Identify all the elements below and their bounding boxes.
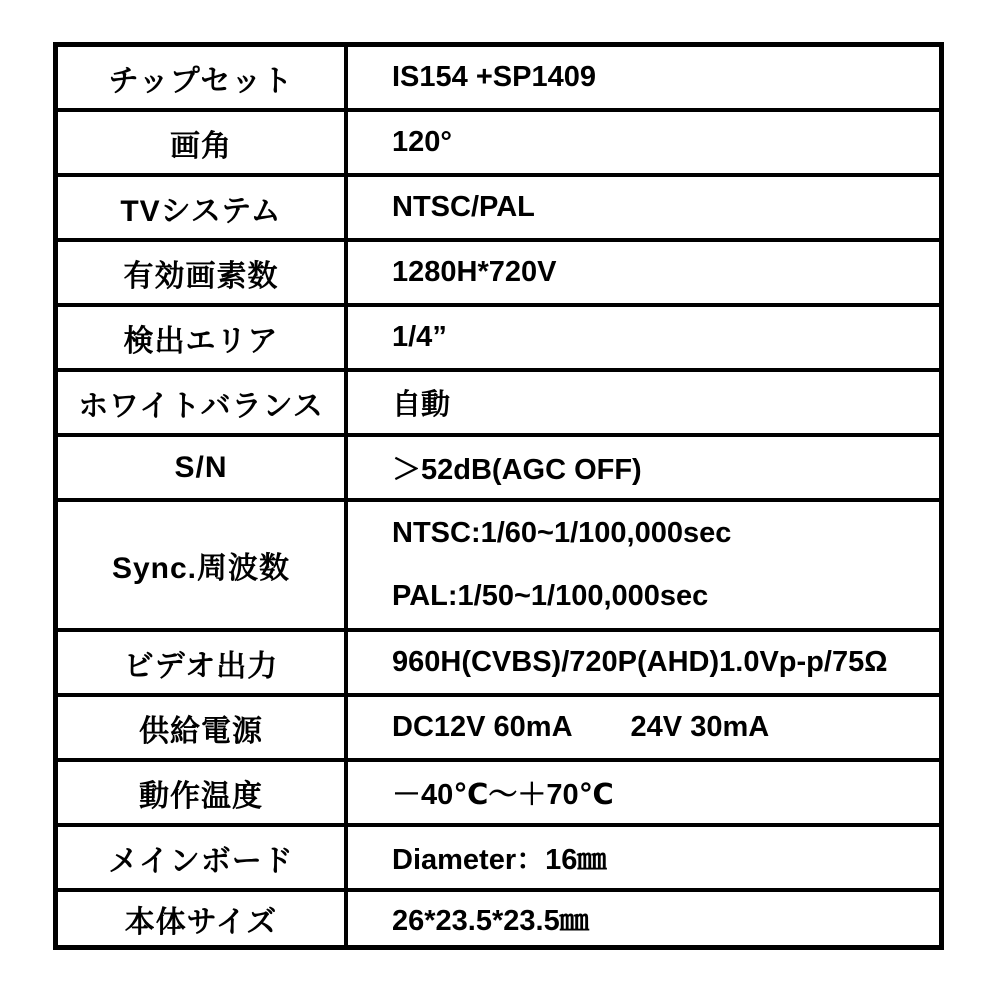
spec-label: TVシステム (58, 177, 348, 238)
spec-value: 1/4” (392, 321, 447, 353)
spec-value (348, 502, 939, 628)
spec-value-part-12v: DC12V 60mA (392, 711, 573, 743)
table-row-white-balance (58, 372, 939, 437)
spec-value: 26*23.5*23.5㎜ (392, 905, 589, 937)
spec-label: メインボード (58, 827, 348, 888)
spec-value: 120° (392, 126, 452, 158)
table-row-view-angle (58, 112, 939, 177)
spec-label: 検出エリア (58, 307, 348, 368)
spec-value: 1280H*720V (392, 256, 557, 288)
table-row-operating-temperature (58, 762, 939, 827)
spec-value: NTSC/PAL (392, 191, 535, 223)
spec-label: ホワイトバランス (58, 372, 348, 433)
spec-label: S/N (58, 437, 348, 498)
spec-table (53, 42, 944, 950)
spec-label: ビデオ出力 (58, 632, 348, 693)
spec-value: 自動 (392, 389, 451, 421)
spec-value: Diameter：16㎜ (392, 844, 607, 876)
spec-value: IS154 +SP1409 (392, 61, 596, 93)
table-row-main-board (58, 827, 939, 892)
spec-value-line-ntsc: NTSC:1/60~1/100,000sec (392, 517, 732, 549)
spec-label: 画角 (58, 112, 348, 173)
spec-value-part-24v: 24V 30mA (630, 711, 770, 743)
spec-value (348, 697, 939, 758)
spec-label: 本体サイズ (58, 892, 348, 945)
spec-value: －40℃～＋70℃ (392, 779, 614, 811)
spec-value: 960H(CVBS)/720P(AHD)1.0Vp-p/75Ω (392, 646, 888, 678)
spec-label: チップセット (58, 47, 348, 108)
table-row-effective-pixels (58, 242, 939, 307)
spec-label: 有効画素数 (58, 242, 348, 303)
table-row-video-output (58, 632, 939, 697)
spec-label: 動作温度 (58, 762, 348, 823)
spec-label: 供給電源 (58, 697, 348, 758)
table-row-sync-frequency (58, 502, 939, 632)
table-row-sensor-area (58, 307, 939, 372)
table-row-tv-system (58, 177, 939, 242)
table-row-chipset (58, 47, 939, 112)
spec-label: Sync.周波数 (58, 502, 348, 628)
spec-value-line-pal: PAL:1/50~1/100,000sec (392, 580, 709, 612)
table-row-sn-ratio (58, 437, 939, 502)
table-row-body-size (58, 892, 939, 945)
table-row-power-supply (58, 697, 939, 762)
spec-value: ＞52dB(AGC OFF) (392, 454, 642, 486)
